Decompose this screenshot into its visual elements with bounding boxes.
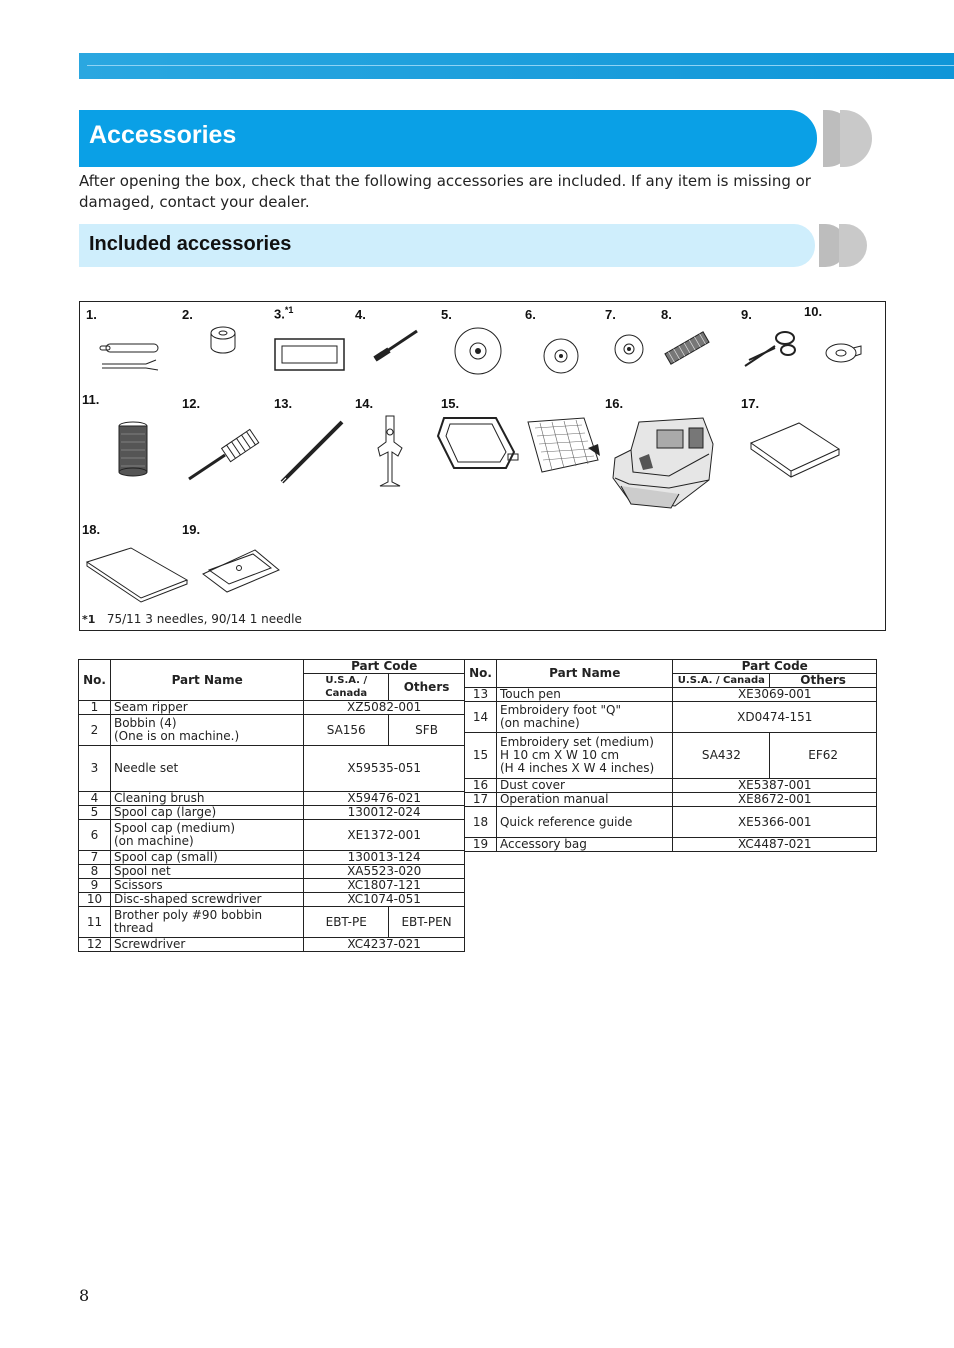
needle-set-icon xyxy=(274,338,346,372)
table-row: 9 Scissors XC1807-121 xyxy=(79,879,465,893)
table-row: 17 Operation manual XE8672-001 xyxy=(465,793,877,807)
section-cap-decoration xyxy=(839,224,867,267)
top-band xyxy=(79,53,954,79)
header-part-code: Part Code xyxy=(673,660,877,674)
table-row: 11 Brother poly #90 bobbin thread EBT-PE EBT-PEN xyxy=(79,907,465,938)
header-part-name: Part Name xyxy=(110,660,303,701)
quick-reference-guide-icon xyxy=(83,544,191,606)
table-row: 12 Screwdriver XC4237-021 xyxy=(79,938,465,952)
footnote: *1 75/11 3 needles, 90/14 1 needle xyxy=(82,612,302,626)
item-label-2: 2. xyxy=(182,307,193,322)
table-row: 10 Disc-shaped screwdriver XC1074-051 xyxy=(79,893,465,907)
table-row: 6 Spool cap (medium) (on machine) XE1372-001 xyxy=(79,820,465,851)
item-label-14: 14. xyxy=(355,396,374,411)
spool-cap-medium-icon xyxy=(541,337,581,375)
item-label-16: 16. xyxy=(605,396,624,411)
bobbin-icon xyxy=(207,325,239,355)
item-label-13: 13. xyxy=(274,396,293,411)
item-label-3: 3.$^{*1}$ xyxy=(274,305,294,322)
item-label-15: 15. xyxy=(441,396,460,411)
item-label-4: 4. xyxy=(355,307,366,322)
operation-manual-icon xyxy=(747,421,843,483)
item-label-11: 11. xyxy=(82,392,100,407)
table-row: 13 Touch pen XE3069-001 xyxy=(465,688,877,702)
table-row: 18 Quick reference guide XE5366-001 xyxy=(465,807,877,838)
item-label-8: 8. xyxy=(661,307,672,322)
item-label-7: 7. xyxy=(605,307,616,322)
parts-table-right xyxy=(464,659,877,852)
header-others: Others xyxy=(770,674,877,688)
section-title: Included accessories xyxy=(89,233,292,255)
header-usa-canada: U.S.A. / Canada xyxy=(304,674,389,701)
embroidery-machine-icon xyxy=(609,414,717,514)
table-row: 8 Spool net XA5523-020 xyxy=(79,865,465,879)
title-cap-decoration xyxy=(840,110,872,167)
item-label-19: 19. xyxy=(182,522,201,537)
embroidery-frame-icon xyxy=(434,412,522,474)
header-no: No. xyxy=(465,660,497,688)
header-others: Others xyxy=(389,674,465,701)
intro-paragraph: After opening the box, check that the following accessories are included. If any item is missing or damaged, contact your dealer. xyxy=(79,172,811,211)
header-part-name: Part Name xyxy=(496,660,673,688)
accessory-bag-icon xyxy=(199,546,283,596)
item-label-17: 17. xyxy=(741,396,760,411)
table-row: 5 Spool cap (large) 130012-024 xyxy=(79,806,465,820)
table-row: 7 Spool cap (small) 130013-124 xyxy=(79,851,465,865)
table-row: 16 Dust cover XE5387-001 xyxy=(465,779,877,793)
spool-cap-small-icon xyxy=(612,333,646,365)
table-row: 2 Bobbin (4) (One is on machine.) SA156 SFB xyxy=(79,715,465,746)
item-label-6: 6. xyxy=(525,307,536,322)
item-label-18: 18. xyxy=(82,522,101,537)
spool-net-icon xyxy=(661,330,713,366)
item-label-12: 12. xyxy=(182,396,201,411)
cleaning-brush-icon xyxy=(369,325,425,365)
screwdriver-icon xyxy=(185,427,265,483)
item-label-9: 9. xyxy=(741,307,752,322)
item-label-5: 5. xyxy=(441,307,452,322)
item-label-1: 1. xyxy=(86,307,97,322)
seam-ripper-icon xyxy=(96,338,166,374)
item-label-10: 10. xyxy=(804,304,823,319)
table-row: 14 Embroidery foot "Q" (on machine) XD0474-151 xyxy=(465,702,877,733)
bobbin-thread-icon xyxy=(113,420,153,478)
parts-table-left xyxy=(78,659,465,952)
table-row: 19 Accessory bag XC4487-021 xyxy=(465,838,877,852)
embroidery-sheet-icon xyxy=(522,414,602,476)
embroidery-foot-icon xyxy=(370,412,410,492)
table-row: 1 Seam ripper XZ5082-001 xyxy=(79,701,465,715)
header-usa-canada: U.S.A. / Canada xyxy=(673,674,770,688)
page-number: 8 xyxy=(79,1286,90,1305)
disc-screwdriver-icon xyxy=(823,340,863,366)
spool-cap-large-icon xyxy=(452,326,504,376)
header-part-code: Part Code xyxy=(304,660,465,674)
header-no: No. xyxy=(79,660,111,701)
table-row: 15 Embroidery set (medium) H 10 cm X W 10 cm (H 4 inches X W 4 inches) SA432 EF62 xyxy=(465,733,877,779)
scissors-icon xyxy=(741,324,799,370)
table-row: 3 Needle set X59535-051 xyxy=(79,746,465,792)
page-title: Accessories xyxy=(89,121,237,149)
touch-pen-icon xyxy=(276,418,348,486)
table-row: 4 Cleaning brush X59476-021 xyxy=(79,792,465,806)
